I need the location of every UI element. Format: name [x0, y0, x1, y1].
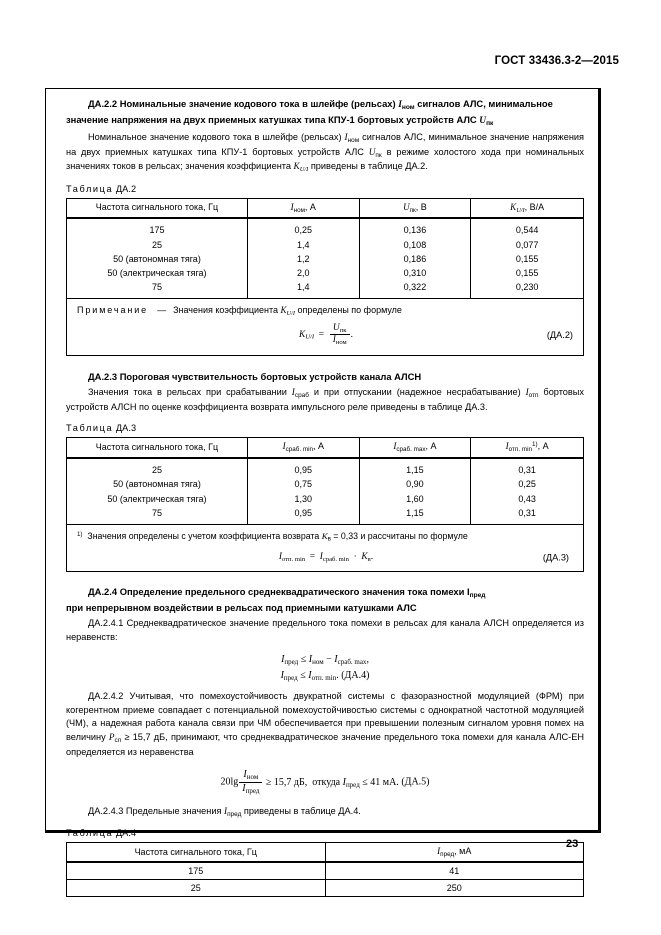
note-text: Значения коэффициента $K_{U/I}$ определены по формуле: [173, 305, 402, 318]
cell-value: 0,75: [294, 479, 313, 490]
table-caption-prefix: Таблица: [66, 828, 114, 839]
cell-value: 1,4: [297, 282, 310, 293]
cell-value: 1,15: [406, 465, 424, 476]
formula-da4-line1: $I_{пред} \le I_{ном} - I_{сраб. max}$,: [281, 653, 369, 666]
table-row: [67, 880, 584, 897]
table-da2-kui-cell: [471, 218, 584, 299]
table-da3-footnote: [66, 525, 584, 572]
fraction-denominator: $I_{пред}$: [242, 783, 260, 796]
cell-value: 0,186: [403, 253, 427, 264]
fraction-numerator: $U_{пк}$: [330, 323, 350, 335]
table-da2-header-row: [67, 198, 584, 218]
paragraph-da-2-2: Номинальное значение кодового тока в шлейфе (рельсах) $I_{ном}$ сигналов АЛС, минимальное значение напряжения на двух приемных катушках типа КПУ-1 бортовых устройств АЛС $U_{пк}$ в режиме холостого хода при номинальных значениях токов в рельсах; значения коэффициента $K_{U/I}$ приведены в таблице ДА.2.: [66, 132, 584, 173]
table-da3-col-israb-max: $I_{сраб. max}$, А: [359, 438, 471, 458]
table-da2-inom-cell: [247, 218, 359, 299]
cell-value: 0,90: [406, 479, 424, 490]
cell-value: 0,155: [515, 253, 539, 264]
table-da3-israb-min-cell: [247, 458, 359, 524]
table-da3-frequency-cell: [67, 458, 248, 524]
footnote-marker: 1): [77, 531, 83, 539]
cell-value: 50 (автономная тяга): [113, 479, 201, 490]
paragraph-da-2-3: Значения тока в рельсах при срабатывании $I_{сраб}$ и при отпускании (надежное несрабатывание) $I_{отп}$ бортовых устройств АЛСН по оценке коэффициента возврата импульсного реле приведены в таблице ДА.3.: [66, 387, 584, 412]
footnote-text: Значения определены с учетом коэффициента возврата $K_в = 0,33$ и рассчитаны по формуле: [84, 531, 468, 543]
table-da2-col-kui: $K_{U/I}$, В/А: [471, 198, 584, 218]
cell-value: 0,95: [294, 507, 313, 518]
cell-value: 175: [149, 225, 165, 236]
formula-da5: [66, 769, 584, 796]
formula-period: .: [350, 330, 354, 341]
table-da2: [66, 198, 584, 300]
table-da4-frequency-cell: 25: [67, 880, 326, 897]
formula-da2: $K_{U/I}$ = $\frac{U_{пк}}{I_{ном}}$ . (ДА.2): [298, 323, 573, 347]
paragraph-da-2-4-1: ДА.2.4.1 Среднеквадратическое значение предельного тока помехи в рельсах для канала АЛСН определяется из неравенств:: [66, 618, 584, 643]
table-caption-number: ДА.2: [115, 183, 137, 194]
table-da3-col-frequency: Частота сигнального тока, Гц: [67, 438, 248, 458]
heading-da-2-4-line2: при непрерывном воздействии в рельсах под приемными катушками АЛС: [66, 601, 417, 613]
formula-equals: =: [307, 551, 318, 562]
table-da3-header-row: [67, 438, 584, 458]
cell-value: 0,95: [294, 465, 313, 476]
cell-value: 0,322: [403, 282, 427, 293]
formula-da5-fraction: [239, 769, 262, 796]
cell-value: 50 (электрическая тяга): [107, 493, 207, 504]
table-da3: [66, 437, 584, 525]
formula-period: .: [370, 551, 374, 562]
note-dash: —: [157, 305, 167, 316]
cell-value: 0,230: [515, 282, 539, 293]
formula-da4-line2: $I_{пред} \le I_{отп. min}$. (ДА.4): [280, 669, 370, 682]
cell-value: 75: [151, 507, 162, 518]
equation-number-da2: (ДА.2): [546, 329, 573, 340]
paragraph-da-2-4-3: ДА.2.4.3 Предельные значения $I_{пред}$ приведены в таблице ДА.4.: [88, 806, 361, 818]
note-header-row: [77, 305, 575, 317]
table-caption-prefix: Таблица: [66, 423, 114, 434]
cell-value: 1,15: [406, 507, 424, 518]
table-da2-col-inom: $I_{ном}$, А: [247, 198, 359, 218]
table-da3-col-iotp-min: $I_{отп. min}^{1)}$, А: [471, 438, 584, 458]
cell-value: 25: [151, 465, 162, 476]
fraction-denominator: $I_{ном}$: [332, 335, 347, 347]
cell-value: 0,108: [403, 239, 427, 250]
table-da2-body-row: [67, 218, 584, 299]
page-number: 23: [566, 838, 579, 850]
table-caption-da2: [66, 184, 584, 194]
table-caption-number: ДА.3: [115, 423, 137, 434]
fraction-numerator: $I_{ном}$: [239, 769, 262, 783]
heading-da-2-3: ДА.2.3 Пороговая чувствительность бортовых устройств канала АЛСН: [88, 370, 422, 382]
table-da2-upk-cell: [359, 218, 471, 299]
formula-equals: =: [316, 330, 327, 341]
cell-value: 0,544: [515, 225, 539, 236]
table-da2-note: [66, 299, 584, 355]
table-da4: [66, 842, 584, 897]
cell-value: 1,30: [294, 493, 313, 504]
table-da4-header-row: [67, 843, 584, 862]
table-da4-ipred-cell: 250: [325, 880, 584, 897]
equation-number-da4: (ДА.4): [341, 669, 370, 681]
table-caption-prefix: Таблица: [66, 183, 114, 194]
formula-da5-prefix: 20lg: [220, 777, 239, 789]
table-da4-ipred-cell: 41: [325, 862, 584, 880]
cell-value: 0,43: [518, 493, 536, 504]
table-da3-israb-max-cell: [359, 458, 471, 524]
cell-value: 0,310: [403, 268, 427, 279]
table-row: [67, 862, 584, 880]
cell-value: 1,60: [406, 493, 424, 504]
heading-da-2-2-line1: ДА.2.2 Номинальные значение кодового тока в шлейфе (рельсах) $I_{ном}$ сигналов АЛС, минимальное: [88, 98, 553, 111]
cell-value: 2,0: [297, 268, 310, 279]
note-label: Примечание: [77, 305, 149, 316]
footnote-text-row: [67, 525, 583, 571]
heading-da-2-2: [66, 97, 584, 128]
cell-value: 0,31: [518, 507, 536, 518]
table-da3-col-israb-min: $I_{сраб. min}$, А: [247, 438, 359, 458]
table-da4-col-frequency: Частота сигнального тока, Гц: [67, 843, 326, 862]
page-content-frame: [45, 88, 601, 894]
cell-value: 0,25: [294, 225, 313, 236]
cell-value: 25: [151, 239, 162, 250]
cell-value: 50 (электрическая тяга): [107, 268, 207, 279]
equation-number-da3: (ДА.3): [542, 551, 569, 562]
formula-fraction: [330, 323, 350, 346]
heading-da-2-4: [66, 585, 584, 614]
formula-da5-tail: ≥ 15,7 дБ, откуда $I_{пред} \le 41$ мА.: [265, 777, 399, 789]
table-da3-iotp-min-cell: [471, 458, 584, 524]
paragraph-da-2-4-2: ДА.2.4.2 Учитывая, что помехоустойчивость двукратной системы с фазоразностной модуляцией (ФРМ) при когерентном приеме совпадает с потенциальной помехоустойчивостью системы с однократной частотной модуляцией (ЧМ), а надежная работа канала связи при ЧМ обеспечивается при превышении полезным сигналом уровня помех на величину $P_{сп} \ge 15,7$ дБ, принимают, что среднеквадратическое значение предельного тока помехи для канала АЛС-ЕН определяется из неравенства: [66, 690, 584, 757]
formula-multiply: ·: [351, 551, 360, 562]
table-caption-da3: [66, 423, 584, 433]
cell-value: 0,136: [403, 225, 427, 236]
table-da4-col-ipred: $I_{пред}$, мА: [325, 843, 584, 862]
cell-value: 0,31: [518, 465, 536, 476]
table-da2-col-upk: $U_{пк}$, В: [359, 198, 471, 218]
table-caption-da4: [66, 828, 584, 838]
cell-value: 0,25: [518, 479, 536, 490]
table-da2-col-frequency: Частота сигнального тока, Гц: [67, 198, 248, 218]
cell-value: 1,2: [297, 253, 310, 264]
cell-value: 50 (автономная тяга): [113, 253, 201, 264]
formula-da3: $I_{отп. min} = I_{сраб. min} \cdot K_в$. (ДА.3): [278, 551, 569, 563]
cell-value: 75: [151, 282, 162, 293]
heading-da-2-2-line2: значение напряжения на двух приемных катушках типа КПУ-1 бортовых устройств АЛС $U_{пк}$: [66, 113, 494, 127]
cell-value: 0,155: [515, 268, 539, 279]
table-caption-number: ДА.4: [115, 828, 137, 839]
document-standard-header: [495, 55, 619, 67]
table-da3-body-row: [67, 458, 584, 524]
table-da4-frequency-cell: 175: [67, 862, 326, 880]
heading-da-2-4-line1: ДА.2.4 Определение предельного среднеквадратического значения тока помехи $I_{пред}$: [88, 586, 486, 600]
cell-value: 1,4: [297, 239, 310, 250]
standard-number: ГОСТ 33436.3-2—2015: [494, 55, 619, 67]
equation-number-da5: (ДА.5): [401, 777, 430, 789]
cell-value: 0,077: [515, 239, 539, 250]
table-da2-frequency-cell: [67, 218, 248, 299]
